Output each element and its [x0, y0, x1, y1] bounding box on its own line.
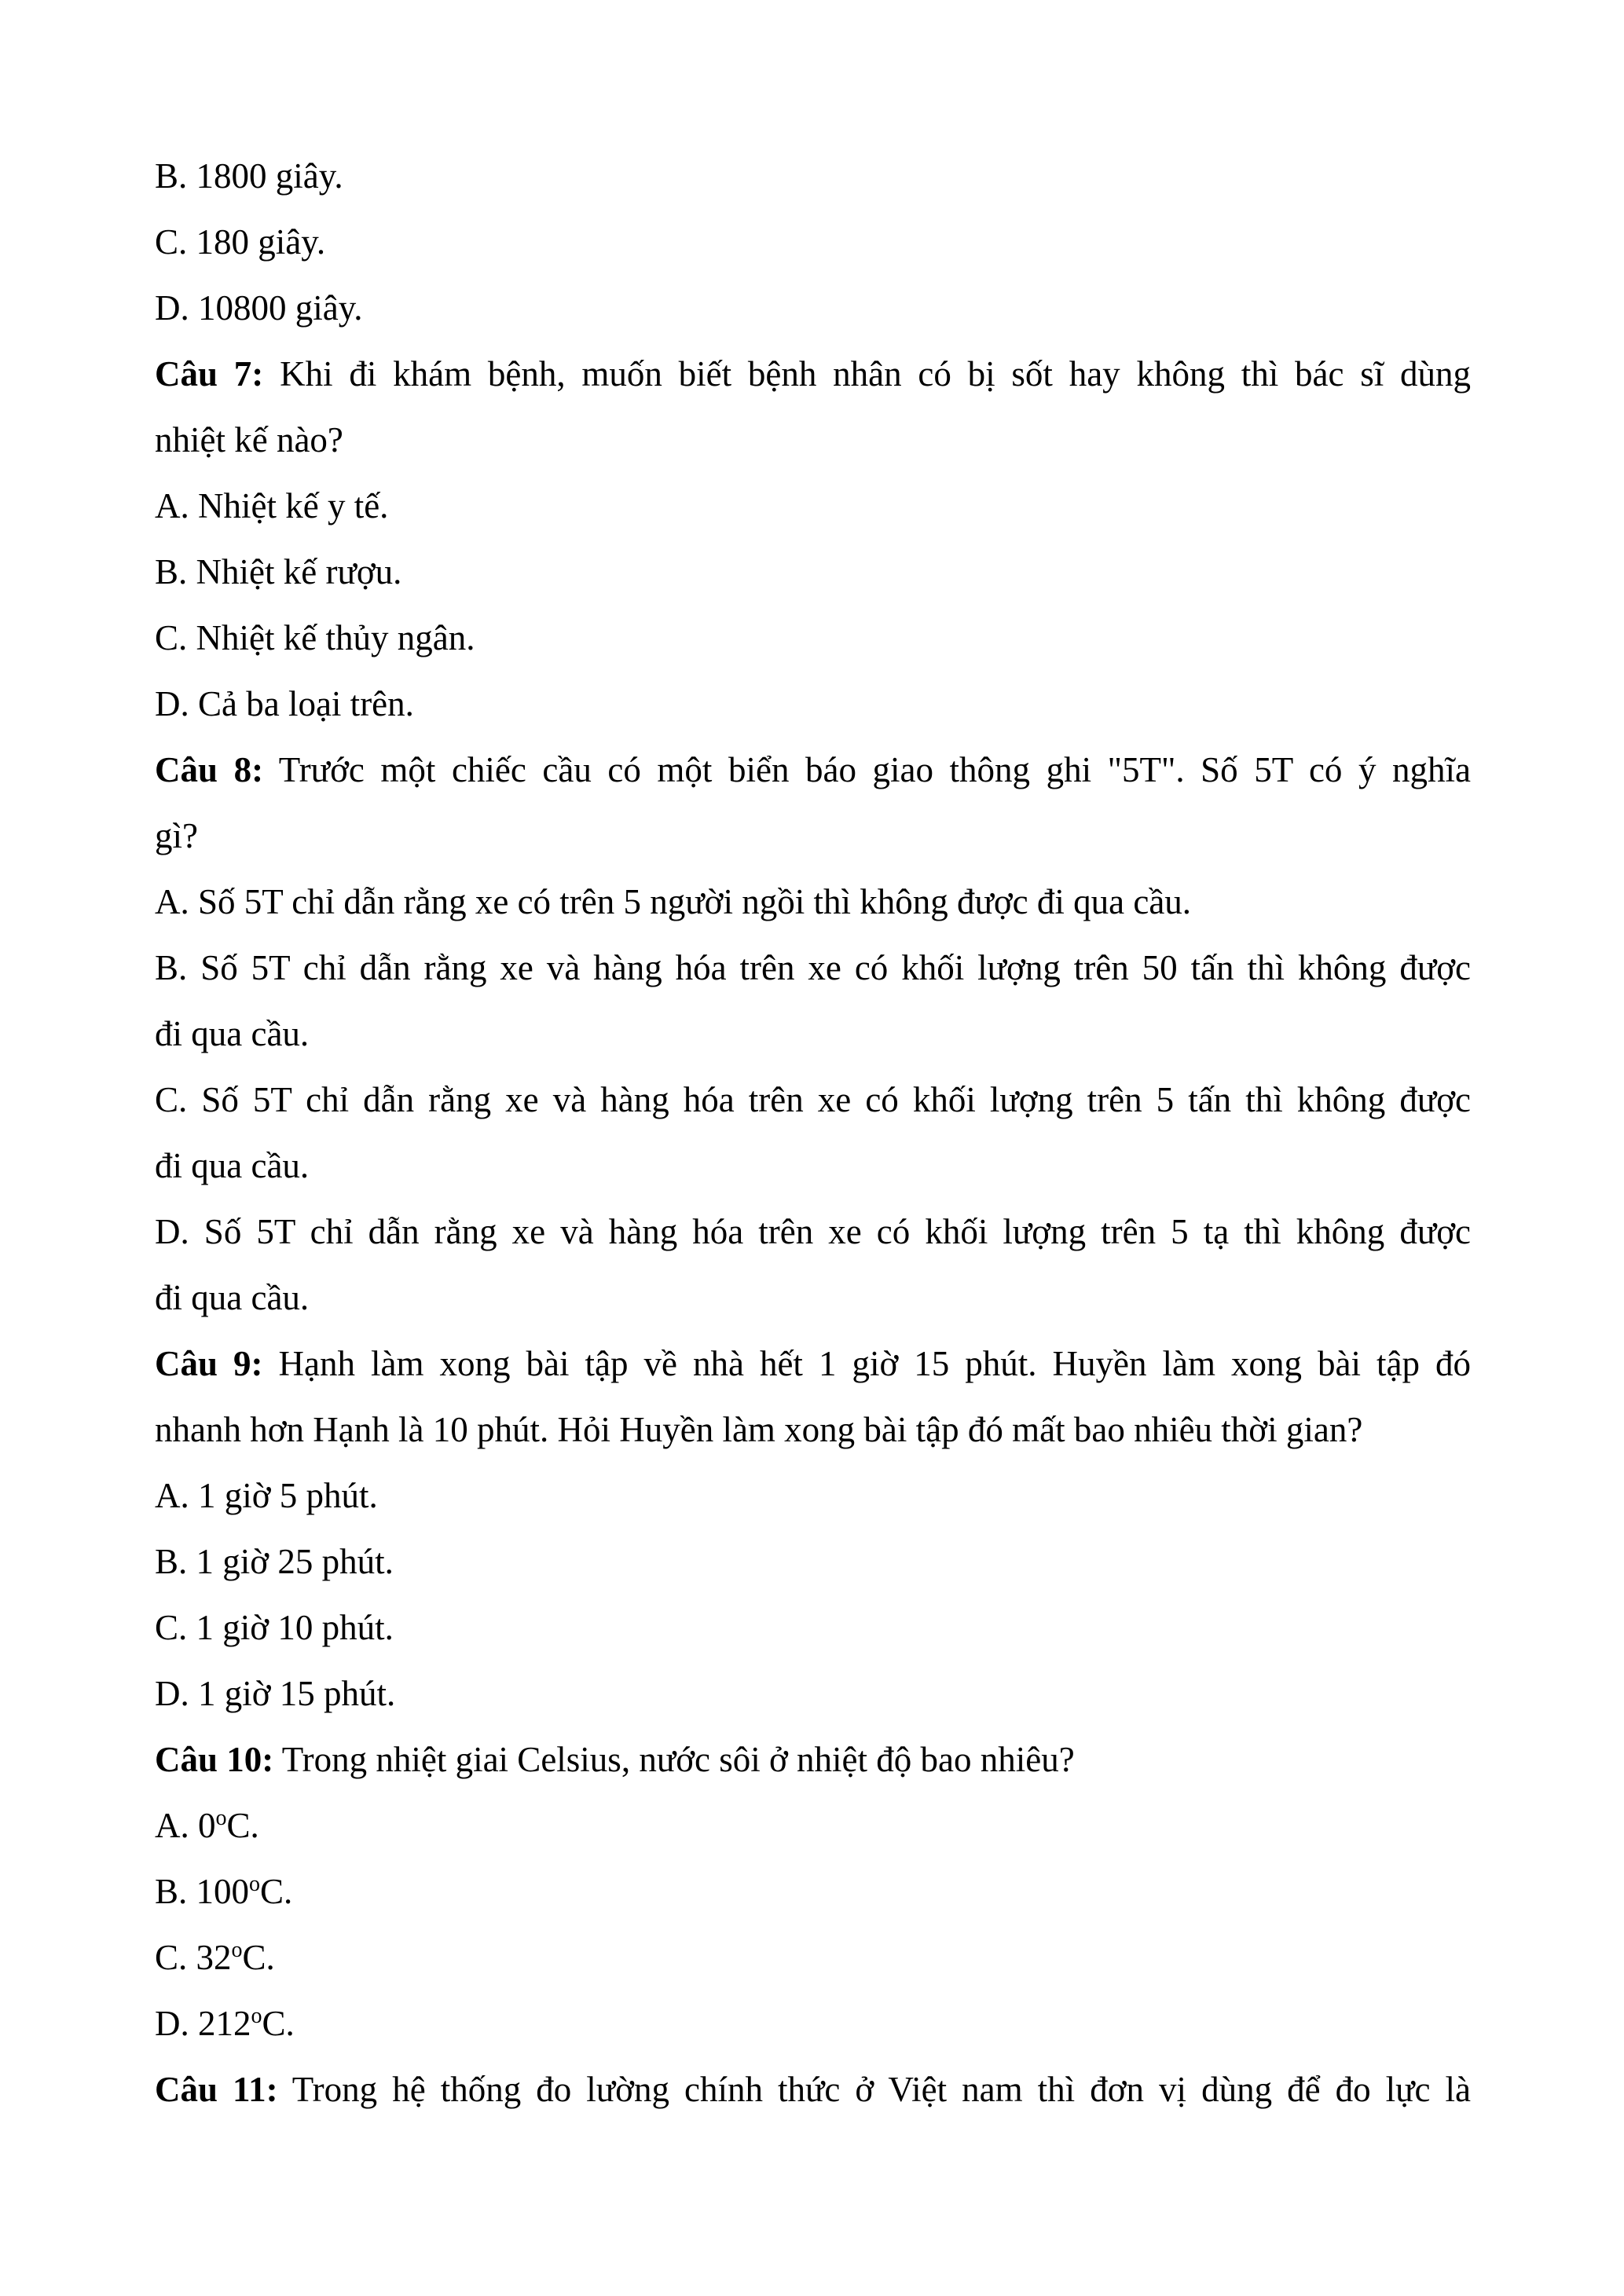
q8-option-a: A. Số 5T chỉ dẫn rằng xe có trên 5 người ngồi thì không được đi qua cầu.	[155, 882, 1192, 921]
q8-option-b-line1: B. Số 5T chỉ dẫn rằng xe và hàng hóa trên xe có khối lượng trên 50 tấn thì không được	[155, 948, 1471, 987]
q9-text-line1: Hạnh làm xong bài tập về nhà hết 1 giờ 15 phút. Huyền làm xong bài tập đó	[262, 1344, 1471, 1383]
q9-option-d: D. 1 giờ 15 phút.	[155, 1674, 396, 1713]
q9-question-line1	[155, 1331, 1471, 1397]
document-page	[155, 143, 1471, 2122]
unit-label: C.	[226, 1806, 259, 1845]
q10-option-a-value: A. 0	[155, 1806, 216, 1845]
unit-label: C.	[260, 1872, 293, 1911]
degree-symbol: o	[231, 1938, 243, 1962]
q10-option-c-value: C. 32	[155, 1938, 232, 1977]
q8-text-line1: Trước một chiếc cầu có một biển báo giao thông ghi "5T". Số 5T có ý nghĩa	[263, 750, 1471, 789]
q10-option-d	[155, 1990, 1471, 2056]
q7-option-d: D. Cả ba loại trên.	[155, 684, 414, 723]
q7-text-line2: nhiệt kế nào?	[155, 420, 343, 460]
q6-option-b: B. 1800 giây.	[155, 156, 343, 196]
degree-symbol: o	[249, 1872, 261, 1896]
q8-option-b-line2: đi qua cầu.	[155, 1014, 310, 1053]
q10-option-b-value: B. 100	[155, 1872, 250, 1911]
q8-option-c-line2: đi qua cầu.	[155, 1146, 310, 1185]
q9-option-b: B. 1 giờ 25 phút.	[155, 1542, 394, 1581]
degree-symbol: o	[215, 1806, 227, 1830]
q7-option-a: A. Nhiệt kế y tế.	[155, 486, 389, 525]
q9-option-a: A. 1 giờ 5 phút.	[155, 1476, 378, 1515]
q9-option-c: C. 1 giờ 10 phút.	[155, 1608, 394, 1647]
q8-question-line1	[155, 737, 1471, 803]
q10-label: Câu 10:	[155, 1740, 274, 1779]
q7-text-line1: Khi đi khám bệnh, muốn biết bệnh nhân có bị sốt hay không thì bác sĩ dùng	[263, 354, 1472, 394]
q7-question-line1	[155, 341, 1471, 407]
q10-text: Trong nhiệt giai Celsius, nước sôi ở nhiệt độ bao nhiêu?	[273, 1740, 1075, 1779]
q7-option-c: C. Nhiệt kế thủy ngân.	[155, 618, 475, 657]
q6-option-c: C. 180 giây.	[155, 222, 326, 262]
q10-option-a	[155, 1792, 1471, 1858]
q8-option-d-line1: D. Số 5T chỉ dẫn rằng xe và hàng hóa trên xe có khối lượng trên 5 tạ thì không được	[155, 1212, 1471, 1251]
q10-question	[155, 1727, 1471, 1792]
q10-option-c	[155, 1924, 1471, 1990]
unit-label: C.	[242, 1938, 275, 1977]
q8-text-line2: gì?	[155, 816, 198, 855]
q10-option-d-value: D. 212	[155, 2004, 251, 2043]
q8-option-c-line1: C. Số 5T chỉ dẫn rằng xe và hàng hóa trên xe có khối lượng trên 5 tấn thì không được	[155, 1080, 1471, 1119]
q11-label: Câu 11:	[155, 2070, 278, 2109]
q11-text-line1: Trong hệ thống đo lường chính thức ở Việt nam thì đơn vị dùng để đo lực là	[277, 2070, 1471, 2109]
q9-text-line2: nhanh hơn Hạnh là 10 phút. Hỏi Huyền làm xong bài tập đó mất bao nhiêu thời gian?	[155, 1410, 1363, 1449]
q8-option-d-line2: đi qua cầu.	[155, 1278, 310, 1317]
degree-symbol: o	[251, 2004, 262, 2028]
q8-label: Câu 8:	[155, 750, 264, 789]
q10-option-b	[155, 1858, 1471, 1924]
q7-label: Câu 7:	[155, 354, 264, 394]
q11-question-line1	[155, 2056, 1471, 2122]
q7-option-b: B. Nhiệt kế rượu.	[155, 552, 402, 591]
q6-option-d: D. 10800 giây.	[155, 288, 363, 328]
q9-label: Câu 9:	[155, 1344, 263, 1383]
unit-label: C.	[262, 2004, 295, 2043]
